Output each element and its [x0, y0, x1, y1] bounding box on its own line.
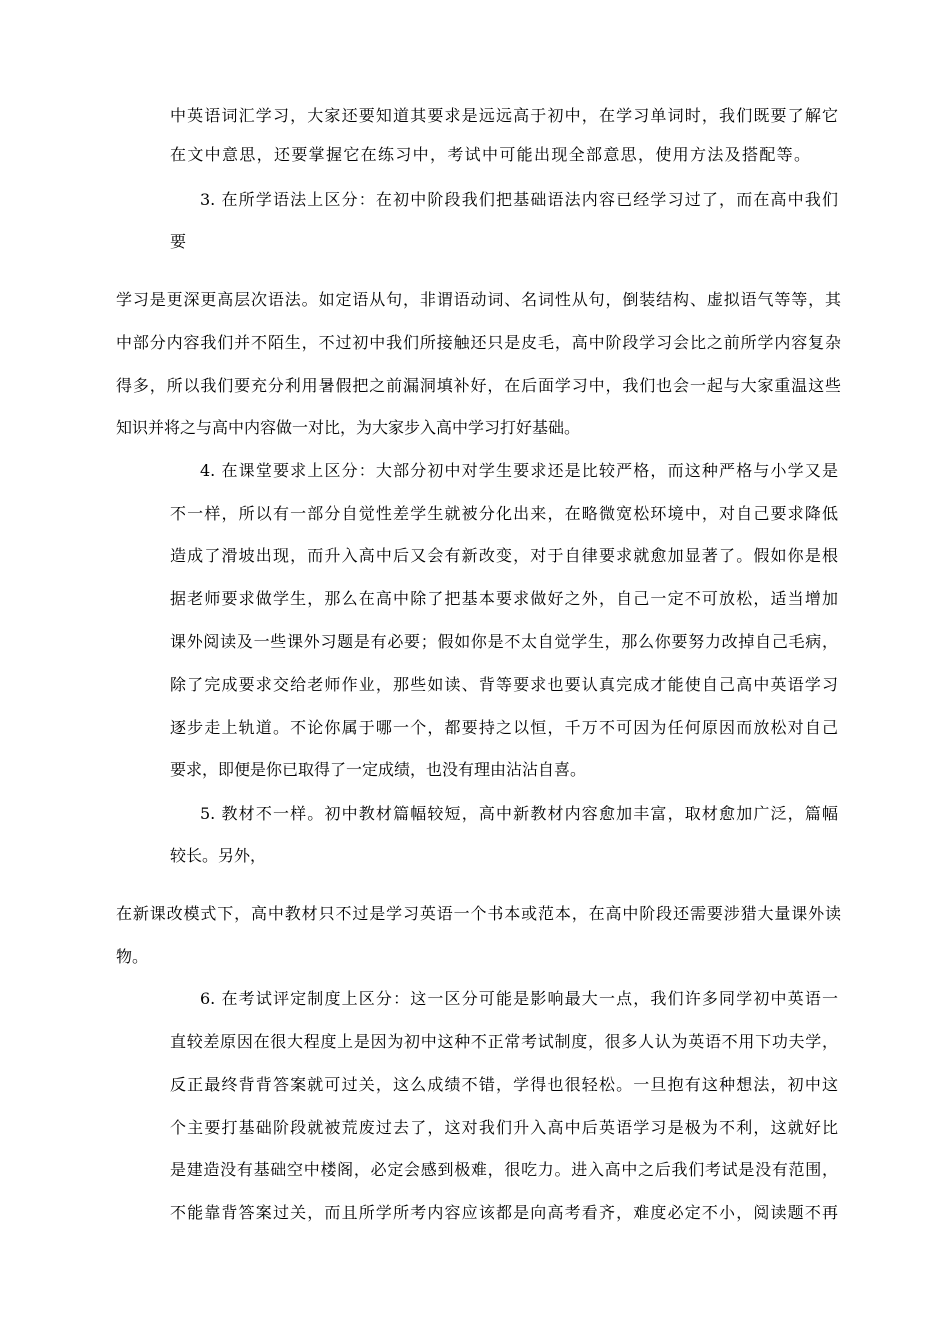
- text-line: 个主要打基础阶段就被荒废过去了，这对我们升入高中后英语学习是极为不利，这就好比: [170, 1118, 838, 1137]
- text-line: 要求，即便是你已取得了一定成绩，也没有理由沾沾自喜。: [170, 760, 587, 779]
- text-line: 5. 教材不一样。初中教材篇幅较短，高中新教材内容愈加丰富，取材愈加广泛，篇幅: [200, 804, 838, 823]
- text-line: 除了完成要求交给老师作业，那些如读、背等要求也要认真完成才能使自己高中英语学习: [170, 675, 838, 694]
- text-line: 较长。另外，: [170, 846, 267, 865]
- text-line: 物。: [116, 947, 149, 966]
- text-line: 据老师要求做学生，那么在高中除了把基本要求做好之外，自己一定不可放松，适当增加: [170, 589, 838, 608]
- text-line: 不能靠背答案过关，而且所学所考内容应该都是向高考看齐，难度必定不小，阅读题不再: [170, 1203, 838, 1222]
- text-line: 知识并将之与高中内容做一对比，为大家步入高中学习打好基础。: [116, 418, 581, 437]
- text-line: 中英语词汇学习，大家还要知道其要求是远远高于初中，在学习单词时，我们既要了解它: [170, 106, 838, 125]
- text-line: 中部分内容我们并不陌生，不过初中我们所接触还只是皮毛，高中阶段学习会比之前所学内容复杂: [116, 333, 841, 352]
- text-line: 6. 在考试评定制度上区分：这一区分可能是影响最大一点，我们许多同学初中英语一: [200, 989, 838, 1008]
- text-line: 课外阅读及一些课外习题是有必要；假如你是不太自觉学生，那么你要努力改掉自己毛病，: [170, 632, 838, 651]
- text-line: 造成了滑坡出现，而升入高中后又会有新改变，对于自律要求就愈加显著了。假如你是根: [170, 546, 838, 565]
- text-line: 直较差原因在很大程度上是因为初中这种不正常考试制度，很多人认为英语不用下功夫学，: [170, 1032, 838, 1051]
- text-line: 4. 在课堂要求上区分：大部分初中对学生要求还是比较严格，而这种严格与小学又是: [200, 461, 838, 480]
- text-line: 要: [170, 232, 187, 251]
- text-line: 逐步走上轨道。不论你属于哪一个，都要持之以恒，千万不可因为任何原因而放松对自己: [170, 718, 838, 737]
- text-line: 不一样，所以有一部分自觉性差学生就被分化出来，在略微宽松环境中，对自己要求降低: [170, 504, 838, 523]
- text-line: 是建造没有基础空中楼阁，必定会感到极难，很吃力。进入高中之后我们考试是没有范围，: [170, 1160, 838, 1179]
- text-line: 3. 在所学语法上区分：在初中阶段我们把基础语法内容已经学习过了，而在高中我们: [200, 190, 838, 209]
- text-line: 学习是更深更高层次语法。如定语从句，非谓语动词、名词性从句，倒装结构、虚拟语气等等，其: [116, 290, 841, 309]
- text-line: 反正最终背背答案就可过关，这么成绩不错，学得也很轻松。一旦抱有这种想法，初中这: [170, 1075, 838, 1094]
- text-line: 在文中意思，还要掌握它在练习中，考试中可能出现全部意思，使用方法及搭配等。: [170, 145, 810, 164]
- text-line: 在新课改模式下，高中教材只不过是学习英语一个书本或范本，在高中阶段还需要涉猎大量课外读: [116, 904, 841, 923]
- text-line: 得多，所以我们要充分利用暑假把之前漏洞填补好，在后面学习中，我们也会一起与大家重温这些: [116, 376, 841, 395]
